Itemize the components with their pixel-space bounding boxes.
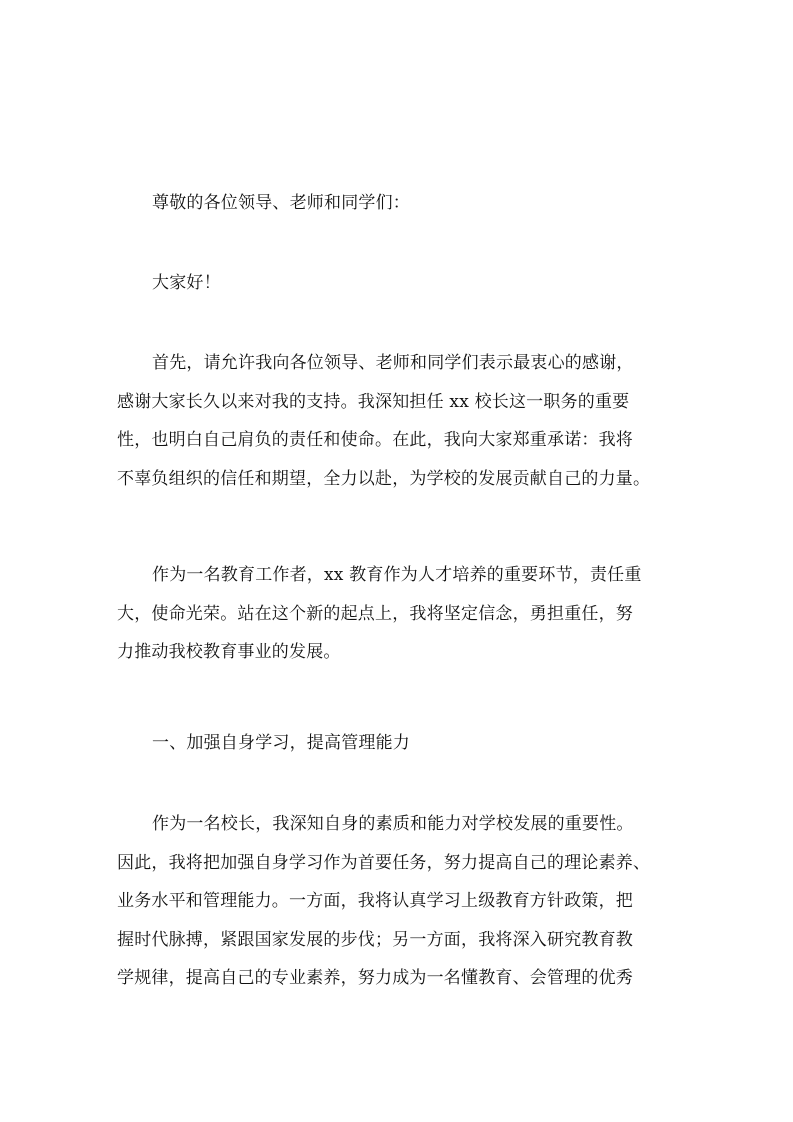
thanks-paragraph bbox=[117, 344, 680, 498]
paragraph-line: 因此，我将把加强自身学习作为首要任务，努力提高自己的理论素养、 bbox=[117, 852, 651, 873]
hello-line: 大家好！ bbox=[152, 273, 221, 293]
paragraph-line: 作为一名校长，我深知自身的素质和能力对学校发展的重要性。 bbox=[152, 814, 634, 834]
greeting-line: 尊敬的各位领导、老师和同学们： bbox=[152, 193, 410, 213]
paragraph-line: 大，使命光荣。站在这个新的起点上，我将坚定信念，勇担重任，努 bbox=[117, 603, 633, 624]
study-paragraph bbox=[117, 805, 680, 998]
paragraph-line: 作为一名教育工作者，xx 教育作为人才培养的重要环节，责任重 bbox=[152, 565, 642, 585]
section-heading-line: 一、加强自身学习，提高管理能力 bbox=[152, 733, 410, 753]
paragraph-line: 首先，请允许我向各位领导、老师和同学们表示最衷心的感谢， bbox=[152, 353, 634, 373]
greeting-paragraph bbox=[117, 184, 680, 223]
paragraph-line: 不辜负组织的信任和期望，全力以赴，为学校的发展贡献自己的力量。 bbox=[117, 468, 651, 489]
paragraph-line: 握时代脉搏，紧跟国家发展的步伐；另一方面，我将深入研究教育教 bbox=[117, 929, 633, 950]
paragraph-line: 学规律，提高自己的专业素养，努力成为一名懂教育、会管理的优秀 bbox=[117, 968, 633, 988]
section-heading bbox=[117, 724, 680, 763]
hello-paragraph bbox=[117, 264, 680, 303]
paragraph-line: 力推动我校教育事业的发展。 bbox=[117, 642, 341, 662]
paragraph-line: 性，也明白自己肩负的责任和使命。在此，我向大家郑重承诺：我将 bbox=[117, 430, 633, 450]
paragraph-line: 感谢大家长久以来对我的支持。我深知担任 xx 校长这一职务的重要 bbox=[117, 391, 630, 412]
paragraph-line: 业务水平和管理能力。一方面，我将认真学习上级教育方针政策，把 bbox=[117, 891, 633, 911]
mission-paragraph bbox=[117, 556, 680, 672]
